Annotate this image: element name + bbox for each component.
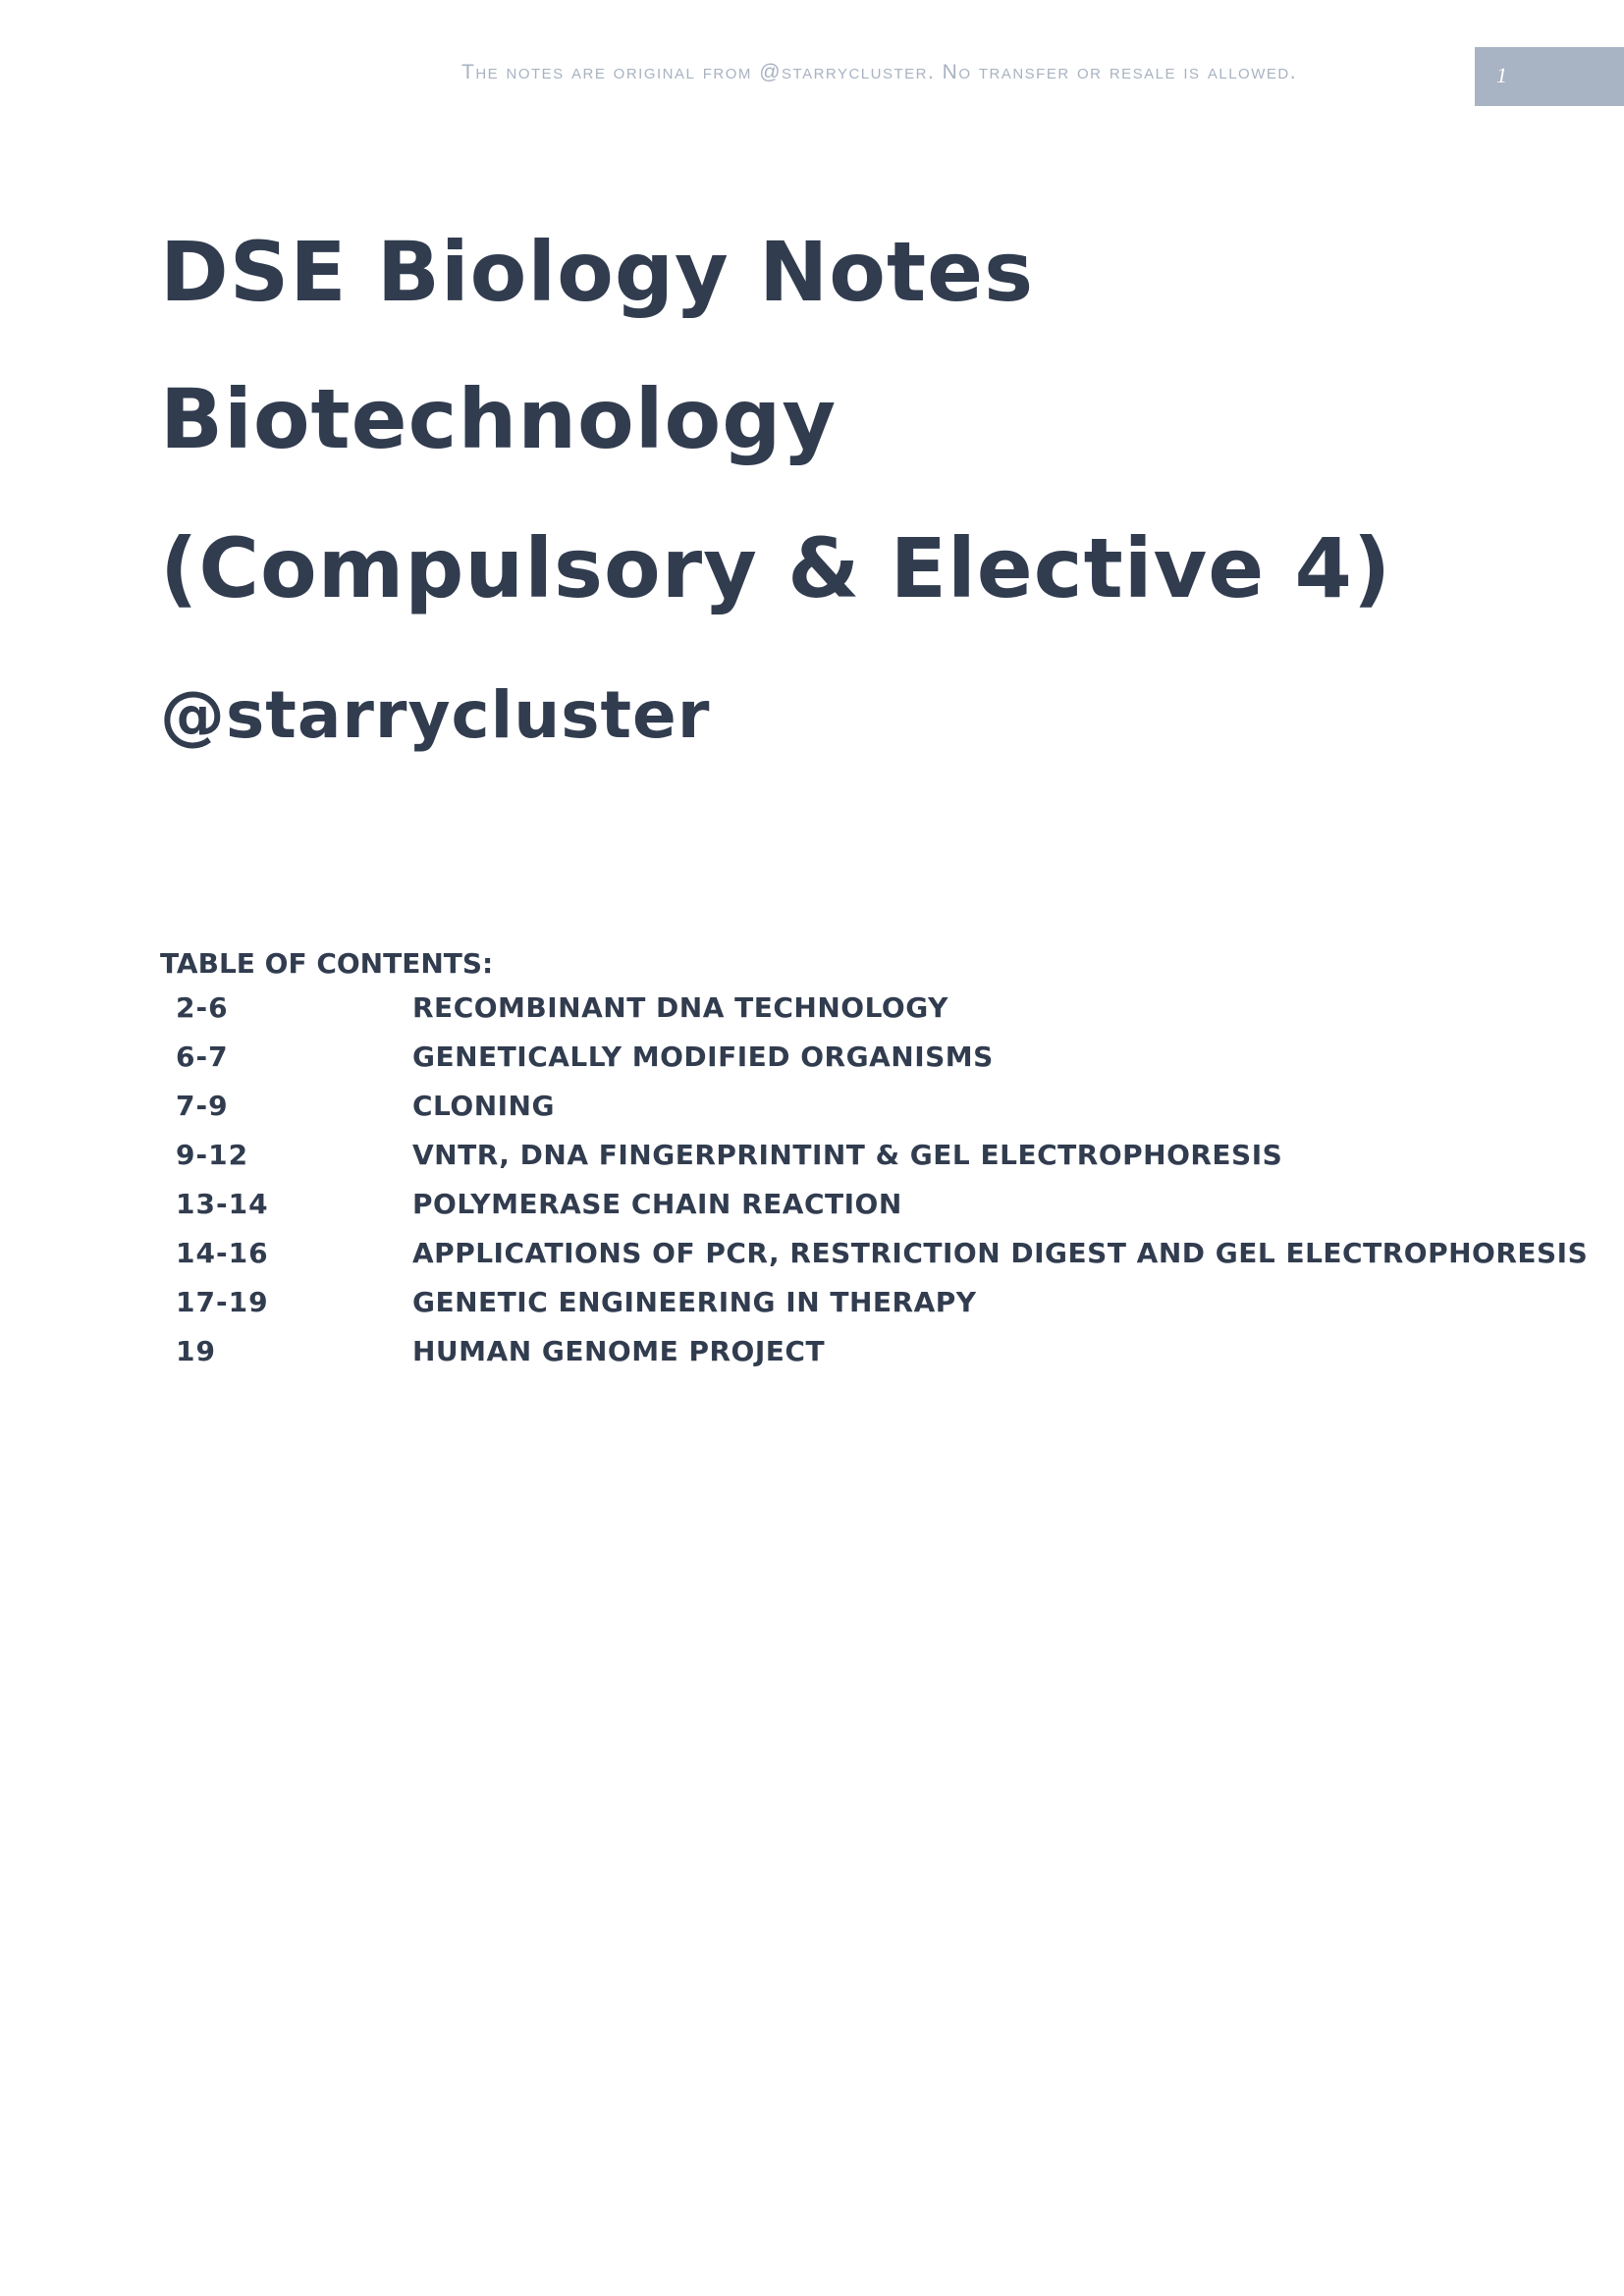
- toc-entry-topic: GENETICALLY MODIFIED ORGANISMS: [412, 1041, 994, 1073]
- toc-entry-topic: VNTR, DNA FINGERPRINTINT & GEL ELECTROPHORESIS: [412, 1139, 1283, 1171]
- toc-entry-topic: HUMAN GENOME PROJECT: [412, 1335, 826, 1367]
- toc-entry-pages: 6-7: [176, 1041, 229, 1073]
- toc-entry-topic: GENETIC ENGINEERING IN THERAPY: [412, 1286, 977, 1318]
- toc-list: [160, 984, 1589, 1376]
- toc-entry-topic: CLONING: [412, 1090, 555, 1122]
- toc-entry-pages: 19: [176, 1335, 216, 1367]
- toc-heading: TABLE OF CONTENTS:: [160, 947, 494, 980]
- toc-entry: [160, 1082, 1535, 1131]
- table-of-contents: [160, 944, 1589, 1376]
- toc-entry-pages: 17-19: [176, 1286, 269, 1318]
- document-title: DSE Biology Notes: [160, 224, 1035, 320]
- page-number-tab: [1475, 47, 1624, 106]
- toc-entry: [160, 1229, 1589, 1278]
- document-scope: (Compulsory & Elective 4): [160, 520, 1392, 616]
- document-author: @starrycluster: [160, 677, 711, 753]
- document-subject: Biotechnology: [160, 371, 838, 467]
- toc-entry: [160, 1180, 1535, 1229]
- toc-entry-pages: 2-6: [176, 991, 229, 1024]
- toc-entry-topic: POLYMERASE CHAIN REACTION: [412, 1188, 902, 1220]
- toc-entry-pages: 14-16: [176, 1237, 269, 1269]
- toc-entry-pages: 13-14: [176, 1188, 269, 1220]
- toc-entry: [160, 1131, 1535, 1180]
- toc-entry: [160, 1033, 1535, 1082]
- toc-entry: [160, 1327, 1535, 1376]
- header-notice: The notes are original from @starrycluster. No transfer or resale is allowed.: [461, 61, 1298, 83]
- toc-entry: [160, 984, 1535, 1033]
- toc-entry: [160, 1278, 1535, 1327]
- toc-entry-pages: 9-12: [176, 1139, 249, 1171]
- toc-entry-topic: APPLICATIONS OF PCR, RESTRICTION DIGEST AND GEL ELECTROPHORESIS: [412, 1237, 1589, 1269]
- toc-entry-topic: RECOMBINANT DNA TECHNOLOGY: [412, 991, 948, 1024]
- page-number: 1: [1496, 63, 1507, 87]
- toc-entry-pages: 7-9: [176, 1090, 229, 1122]
